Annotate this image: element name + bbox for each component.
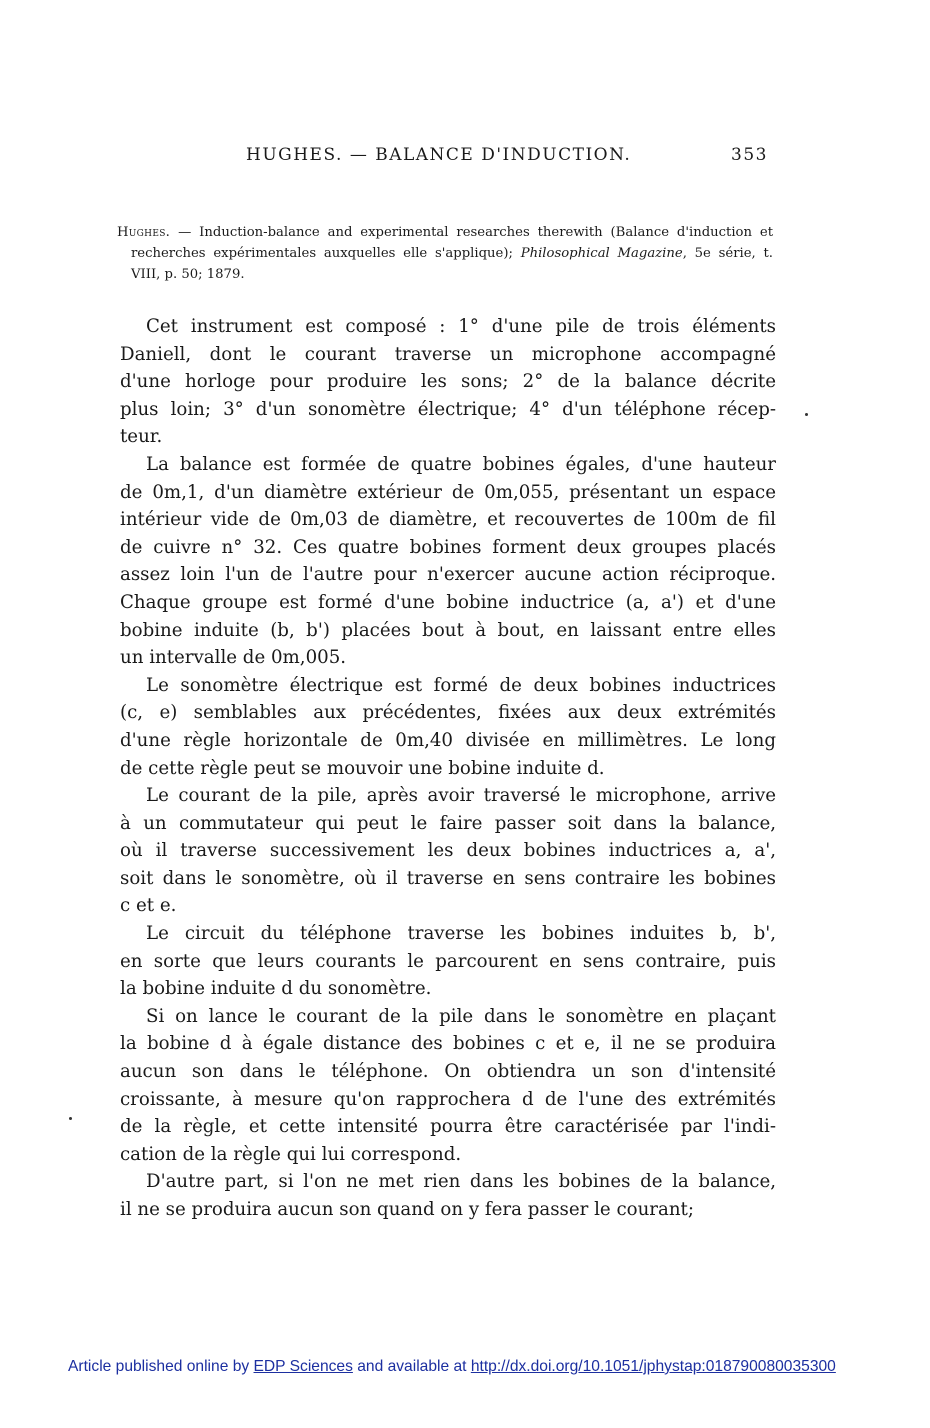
- bibliographic-reference: [117, 222, 773, 285]
- text-line: la bobine d à égale distance des bobines c et e, il ne se produira: [120, 1033, 776, 1055]
- text-line: teur.: [120, 426, 163, 448]
- text-line: (c, e) semblables aux précédentes, fixées aux deux extrémités: [120, 702, 776, 724]
- text-line: D'autre part, si l'on ne met rien dans les bobines de la balance,: [146, 1171, 776, 1193]
- paragraph: [120, 920, 776, 1003]
- publisher-link[interactable]: EDP Sciences: [253, 1358, 353, 1375]
- doi-link[interactable]: http://dx.doi.org/10.1051/jphystap:018790080035300: [470, 1358, 836, 1375]
- text-line: Le courant de la pile, après avoir traversé le microphone, arrive: [146, 785, 776, 807]
- scan-speck: [805, 413, 808, 416]
- paragraph: [120, 451, 776, 672]
- text-line: de cuivre n° 32. Ces quatre bobines forment deux groupes placés: [120, 536, 776, 558]
- footer-middle: and available at: [352, 1358, 471, 1375]
- text-line: plus loin; 3° d'un sonomètre électrique; 4° d'un téléphone récep-: [120, 398, 776, 420]
- text-line: la bobine induite d du sonomètre.: [120, 978, 432, 1000]
- text-line: cation de la règle qui lui correspond.: [120, 1143, 462, 1165]
- text-line: à un commutateur qui peut le faire passer soit dans la balance,: [120, 812, 776, 834]
- text-line: intérieur vide de 0m,03 de diamètre, et recouvertes de 100m de fil: [120, 509, 776, 531]
- body-text: [120, 313, 776, 1224]
- text-line: il ne se produira aucun son quand on y fera passer le courant;: [120, 1199, 694, 1220]
- text-line: Si on lance le courant de la pile dans le sonomètre en plaçant: [146, 1005, 776, 1027]
- reference-journal: Philosophical Magazine: [520, 246, 683, 261]
- running-title: HUGHES. — BALANCE D'INDUCTION.: [246, 145, 632, 165]
- text-line: La balance est formée de quatre bobines égales, d'une hauteur: [146, 453, 776, 475]
- text-line: de la règle, et cette intensité pourra être caractérisée par l'indi-: [120, 1116, 776, 1138]
- text-line: c et e.: [120, 895, 177, 917]
- reference-author: Hughes.: [117, 225, 171, 240]
- text-line: Le sonomètre électrique est formé de deux bobines inductrices: [146, 674, 776, 696]
- reference-text-1: — Induction-balance and experimental researches therewith (Balance d'induction et recherches expérimentales auxquelles elle s'applique);: [131, 225, 773, 261]
- text-line: en sorte que leurs courants le parcourent en sens contraire, puis: [120, 950, 776, 972]
- paragraph: [120, 1168, 776, 1223]
- text-line: un intervalle de 0m,005.: [120, 647, 347, 669]
- text-line: Daniell, dont le courant traverse un microphone accompagné: [120, 343, 776, 365]
- text-line: de cette règle peut se mouvoir une bobine induite d.: [120, 757, 605, 779]
- text-line: soit dans le sonomètre, où il traverse en sens contraire les bobines: [120, 867, 776, 889]
- footer-prefix: Article published online by: [68, 1358, 254, 1375]
- text-line: aucun son dans le téléphone. On obtiendra un son d'intensité: [120, 1061, 776, 1083]
- paragraph: [120, 672, 776, 782]
- text-line: de 0m,1, d'un diamètre extérieur de 0m,055, présentant un espace: [120, 481, 776, 503]
- page-number: 353: [731, 145, 768, 165]
- text-line: où il traverse successivement les deux bobines inductrices a, a',: [120, 840, 776, 862]
- reference-text-2: , 5e série, t. VIII, p. 50; 1879.: [131, 246, 773, 282]
- paragraph: [120, 313, 776, 451]
- scan-speck: [69, 1117, 72, 1120]
- text-line: Chaque groupe est formé d'une bobine inductrice (a, a') et d'une: [120, 591, 776, 613]
- text-line: assez loin l'un de l'autre pour n'exercer aucune action réciproque.: [120, 564, 776, 586]
- footer-note: [68, 1358, 836, 1376]
- text-line: d'une règle horizontale de 0m,40 divisée en millimètres. Le long: [120, 729, 776, 751]
- paragraph: [120, 1003, 776, 1169]
- text-line: Le circuit du téléphone traverse les bobines induites b, b',: [146, 923, 776, 945]
- text-line: d'une horloge pour produire les sons; 2° de la balance décrite: [120, 371, 776, 393]
- text-line: bobine induite (b, b') placées bout à bout, en laissant entre elles: [120, 619, 776, 641]
- text-line: Cet instrument est composé : 1° d'une pile de trois éléments: [146, 316, 776, 337]
- text-line: croissante, à mesure qu'on rapprochera d de l'une des extrémités: [120, 1088, 776, 1110]
- paragraph: [120, 782, 776, 920]
